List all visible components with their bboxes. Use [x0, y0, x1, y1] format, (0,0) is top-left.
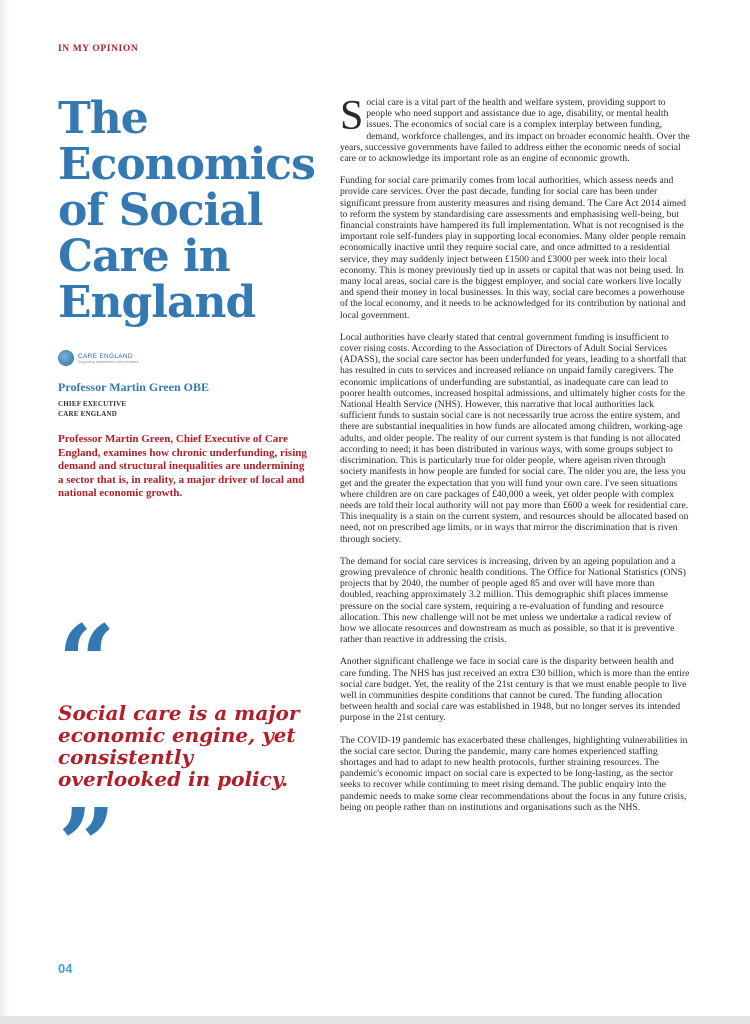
- article-body: [340, 93, 690, 824]
- care-england-logo-icon: [58, 350, 74, 366]
- body-paragraph-6: The COVID-19 pandemic has exacerbated these challenges, highlighting vulnerabilities in the social care sector. During the pandemic, many care homes experienced staffing shortages and had to adapt to new health protocols, further straining resources. The pandemic's economic impact on social care is expected to be long-lasting, as the sector seeks to recover while continuing to meet rising demand. The public enquiry into the pandemic needs to make some clear recommendations about the focus in any future crisis, being on people rather than on institutions and organisations such as the NHS.: [340, 734, 688, 813]
- author-name: Professor Martin Green OBE: [58, 380, 209, 394]
- body-paragraph-1: [340, 93, 690, 165]
- body-paragraph-3: Local authorities have clearly stated that central government funding is insufficient to cover rising costs. According to the Association of Directors of Adult Social Services (ADASS), the social care sector has been underfunded for years, leading to a shortfall that has resulted in cuts to services and increased reliance on unpaid family caregivers. The economic implications of underfunding are substantial, as inadequate care can lead to poorer health outcomes, increased hospital admissions, and ultimately higher costs for the National Health Service (NHS). However, this narrative that local authorities lack sufficient funds to sustain social care is not necessarily true across the entire system, and there are substantial inequalities in how funds are allocated among children, working-age adults, and older people. The reality of our current system is that funding is not allocated according to need; it has been distributed in various ways, with some groups subject to discrimination. This is particularly true for older people, where ageism riven through society manifests in how people are funded for social care. The older you are, the less you get and the greater the expectation that you will fund your own care. I've seen situations where children are on care packages of £40,000 a week, yet older people with complex needs are told their local authority will not pay more than £600 a week for residential care. This inequality is a stain on the current system, and resources should be allocated based on need, not on prescribed age limits, or in ways that mirror the discrimination that is riven through society.: [340, 331, 689, 545]
- page-bottom-edge: [0, 1016, 750, 1024]
- section-label: IN MY OPINION: [58, 44, 139, 54]
- author-role: [58, 399, 126, 419]
- drop-cap: S: [340, 93, 364, 139]
- body-paragraph-5: Another significant challenge we face in social care is the disparity between health and care funding. The NHS has just received an extra £30 billion, which is more than the entire social care budget. Yet, the reality of the 21st century is that we must enable people to live well in communities despite conditions that cannot be cured. The funding allocation between health and social care was established in 1948, but no longer serves its intended purpose in the 21st century.: [340, 656, 690, 724]
- body-paragraph-4: The demand for social care services is increasing, driven by an ageing population and a growing prevalence of chronic health conditions. The Office for National Statistics (ONS) projects that by 2040, the number of people aged 85 and over will have more than doubled, reaching approximately 3.2 million. This demographic shift places immense pressure on the social care system, requiring a re-evaluation of funding and resource allocation. This new challenge will not be met unless we undertake a radical review of how we allocate resources and downstream as much as possible, so that it is preventive rather than reactive in addressing the crisis.: [340, 555, 686, 646]
- page-number: 04: [58, 961, 73, 976]
- care-england-logo: [58, 350, 138, 366]
- article-intro: Professor Martin Green, Chief Executive of Care England, examines how chronic underfunding, rising demand and structural inequalities are undermining a sector that is, in reality, a major driver of local and national economic growth.: [58, 433, 307, 499]
- open-quote-icon: “: [58, 603, 116, 721]
- author-role-line-2: CARE ENGLAND: [58, 410, 117, 418]
- logo-tagline: Supporting independent care providers: [78, 359, 139, 364]
- pull-quote: Social care is a major economic engine, yet consistently overlooked in policy.: [58, 701, 300, 791]
- article-title: The Economics of Social Care in England: [58, 93, 315, 328]
- logo-name: CARE ENGLAND: [78, 352, 133, 360]
- body-paragraph-2: Funding for social care primarily comes from local authorities, which assess needs and provide care services. Over the past decade, funding for social care has been under significant pressure from austerity measures and rising demand. The Care Act 2014 aimed to reform the system by standardising care assessments and emphasising well-being, but financial constraints have hampered its full implementation. What is not recognised is the important role self-funders play in supporting local economies. Many older people remain economically inactive until they require social care, and once admitted to a residential service, they may suddenly inject between £1500 and £3000 per week into their local economy. This is money previously tied up in assets or capital that was not being used. In many local areas, social care is the biggest employer, and social care workers live locally and spend their money in local businesses. In this way, social care becomes a powerhouse of the local economy, and it needs to be acknowledged for its contribution by national and local government.: [340, 175, 686, 321]
- close-quote-icon: ”: [58, 786, 116, 904]
- body-paragraph-1-text: ocial care is a vital part of the health and welfare system, providing support to people who need support and assistance due to age, disability, or mental health issues. The economics of social care is a complex interplay between funding, demand, workforce challenges, and its impact on broader economic health. Over the years, successive governments have failed to address either the economic needs of social care or to acknowledge its important role as an engine of economic growth.: [340, 97, 690, 165]
- author-role-line-1: CHIEF EXECUTIVE: [58, 400, 127, 408]
- page-edge-shadow: [0, 0, 10, 1024]
